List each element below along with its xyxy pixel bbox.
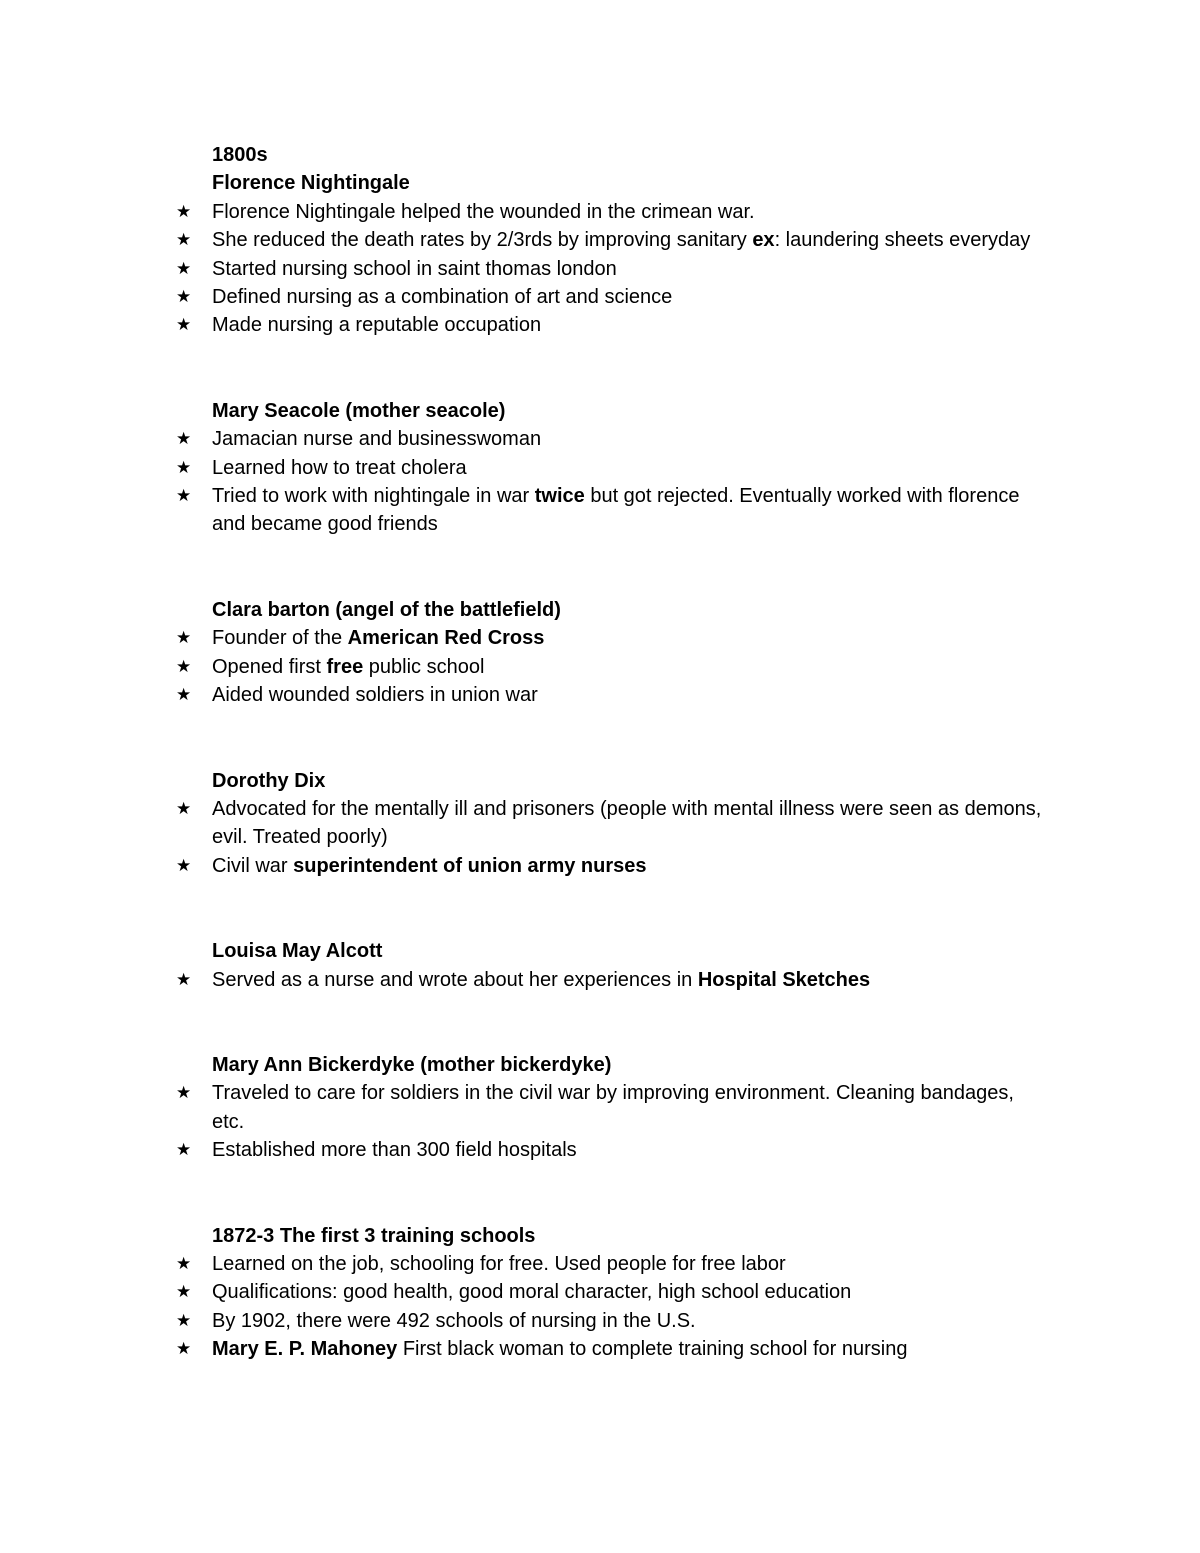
bullet-list [176, 198, 1042, 340]
bullet-item [176, 425, 1042, 453]
star-icon: ★ [176, 798, 192, 819]
bullet-text: Founder of the [212, 627, 348, 650]
bullet-text: By 1902, there were 492 schools of nursing in the U.S. [212, 1309, 696, 1332]
star-icon: ★ [176, 628, 192, 649]
bullet-text: Florence Nightingale helped the wounded in the crimean war. [212, 200, 755, 223]
section-heading: Florence Nightingale [212, 172, 410, 195]
bullet-list [176, 624, 1042, 709]
section [176, 141, 1042, 340]
bullet-item [176, 1079, 1042, 1136]
section [176, 1222, 1042, 1364]
star-icon: ★ [176, 457, 192, 478]
bullet-list [176, 425, 1042, 539]
star-icon: ★ [176, 230, 192, 251]
bullet-text: but got rejected. Eventually worked with florence and became good friends [212, 485, 1020, 536]
star-icon: ★ [176, 258, 192, 279]
bullet-text: Civil war [212, 854, 294, 877]
bullet-text: Served as a nurse and wrote about her experiences in [212, 968, 698, 991]
bullet-text: Advocated for the mentally ill and prisoners (people with mental illness were seen as demons, evil. Treated poorly) [212, 797, 1042, 849]
bullet-list [176, 795, 1042, 880]
bullet-text: : laundering sheets everyday [774, 229, 1031, 252]
bold-text: twice [534, 485, 585, 508]
section [176, 596, 1042, 710]
bullet-item [176, 852, 1042, 880]
star-icon: ★ [176, 1282, 192, 1303]
bold-text: free [326, 655, 364, 678]
star-icon: ★ [176, 1140, 192, 1161]
bullet-text: First black woman to complete training school for nursing [397, 1338, 908, 1361]
bullet-item [176, 311, 1042, 339]
star-icon: ★ [176, 1339, 192, 1360]
bullet-text: Traveled to care for soldiers in the civil war by improving environment. Cleaning bandages, etc. [212, 1082, 1014, 1133]
star-icon: ★ [176, 287, 192, 308]
bullet-item [176, 1278, 1042, 1306]
bullet-text: Defined nursing as a combination of art and science [212, 286, 673, 309]
bullet-text: Learned on the job, schooling for free. Used people for free labor [212, 1252, 786, 1275]
star-icon: ★ [176, 429, 192, 450]
section [176, 937, 1042, 994]
section-heading: Mary Seacole (mother seacole) [212, 399, 506, 422]
bullet-text: Started nursing school in saint thomas london [212, 257, 617, 280]
bullet-text: Qualifications: good health, good moral character, high school education [212, 1281, 852, 1304]
star-icon: ★ [176, 486, 192, 507]
bold-text: ex [752, 229, 775, 252]
bullet-item [176, 653, 1042, 681]
bullet-text: Tried to work with nightingale in war [212, 485, 535, 508]
bullet-item [176, 795, 1042, 852]
section [176, 767, 1042, 881]
star-icon: ★ [176, 1253, 192, 1274]
bullet-item [176, 255, 1042, 283]
section-heading: Dorothy Dix [212, 769, 326, 792]
bold-text: American Red Cross [347, 627, 545, 650]
bullet-item [176, 681, 1042, 709]
star-icon: ★ [176, 969, 192, 990]
bullet-item [176, 482, 1042, 539]
section-heading: Mary Ann Bickerdyke (mother bickerdyke) [212, 1053, 612, 1076]
bullet-list [176, 1079, 1042, 1164]
section-heading: 1872-3 The first 3 training schools [212, 1224, 536, 1247]
bullet-item [176, 454, 1042, 482]
bullet-text: Jamacian nurse and businesswoman [212, 428, 542, 451]
bullet-item [176, 198, 1042, 226]
bullet-item [176, 1250, 1042, 1278]
bold-text: Hospital Sketches [697, 968, 871, 991]
star-icon: ★ [176, 685, 192, 706]
bullet-list [176, 1250, 1042, 1364]
bullet-list [176, 966, 1042, 994]
bullet-text: Aided wounded soldiers in union war [212, 684, 538, 707]
bullet-item [176, 283, 1042, 311]
bullet-text: Opened first [212, 655, 327, 678]
star-icon: ★ [176, 1083, 192, 1104]
bullet-text: public school [363, 655, 485, 678]
bullet-item [176, 1307, 1042, 1335]
bullet-text: She reduced the death rates by 2/3rds by improving sanitary [212, 229, 753, 252]
star-icon: ★ [176, 201, 192, 222]
bullet-item [176, 966, 1042, 994]
star-icon: ★ [176, 315, 192, 336]
bullet-text: Made nursing a reputable occupation [212, 314, 542, 337]
section [176, 397, 1042, 539]
bullet-item [176, 226, 1042, 254]
bullet-text: Established more than 300 field hospitals [212, 1139, 577, 1162]
bullet-item [176, 1335, 1042, 1363]
star-icon: ★ [176, 855, 192, 876]
bullet-item [176, 1136, 1042, 1164]
section [176, 1051, 1042, 1165]
bullet-item [176, 624, 1042, 652]
section-heading: Clara barton (angel of the battlefield) [212, 598, 561, 621]
star-icon: ★ [176, 1310, 192, 1331]
star-icon: ★ [176, 656, 192, 677]
bullet-text: Learned how to treat cholera [212, 456, 467, 479]
section-heading: Louisa May Alcott [212, 940, 383, 963]
document-body [176, 141, 1042, 1364]
bold-text: Mary E. P. Mahoney [212, 1338, 398, 1361]
bold-text: superintendent of union army nurses [293, 854, 647, 877]
era-heading: 1800s [212, 144, 268, 166]
